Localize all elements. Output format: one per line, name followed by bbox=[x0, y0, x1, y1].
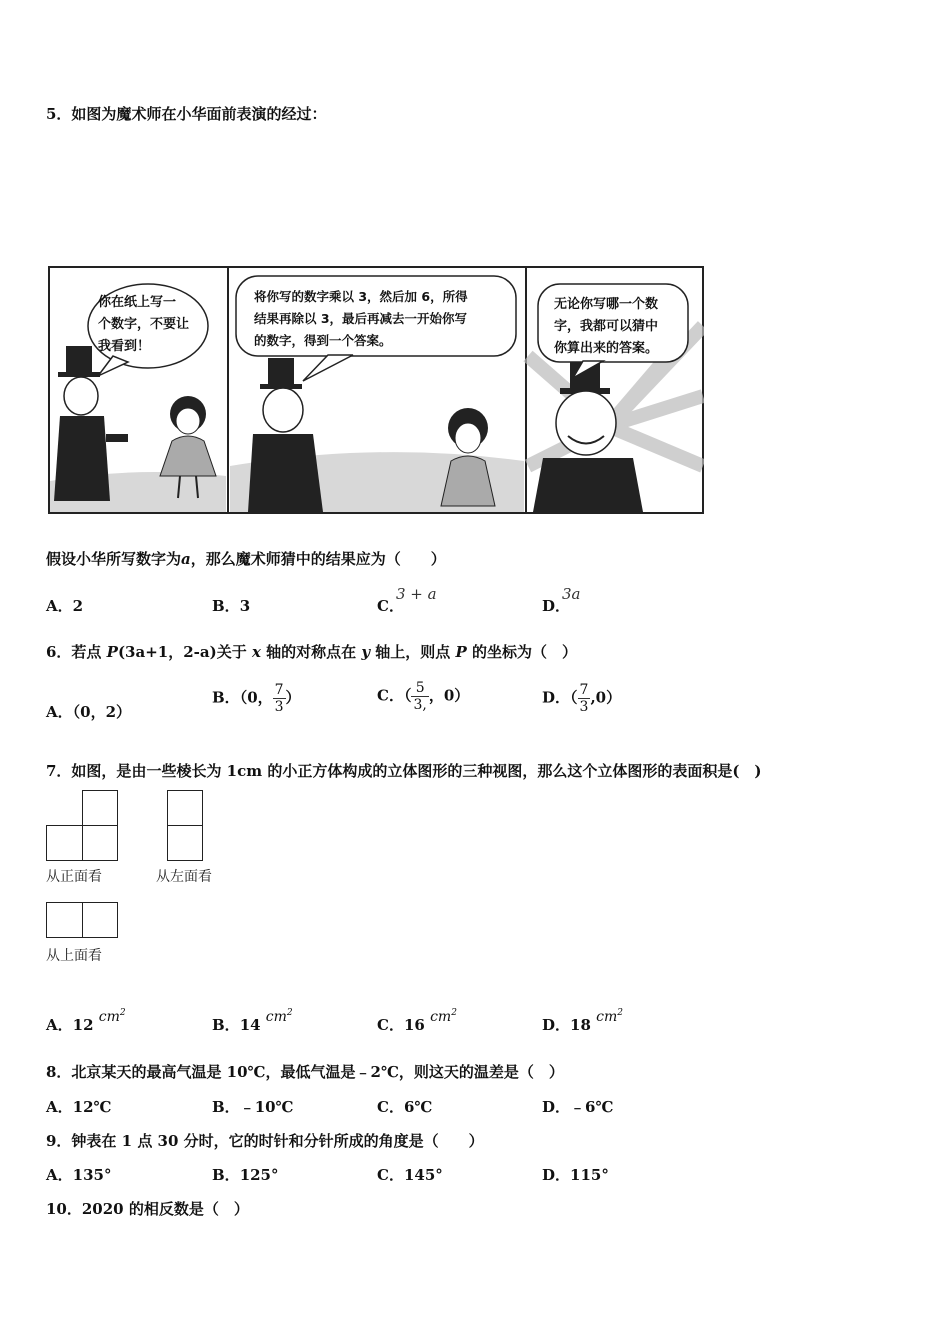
front-view-cell bbox=[82, 825, 118, 861]
q9-option-a[interactable]: A．135° bbox=[46, 1166, 112, 1184]
q7-option-b[interactable]: B．14 $cm^2$ bbox=[212, 1008, 293, 1034]
q6-title: 6．若点 P(3a+1，2-a)关于 x 轴的对称点在 y 轴上，则点 P 的坐标为（ ） bbox=[46, 643, 578, 661]
q9-title: 9．钟表在 1 点 30 分时，它的时针和分针所成的角度是（ ） bbox=[46, 1132, 484, 1150]
q7-option-c[interactable]: C．16 $cm^2$ bbox=[377, 1008, 457, 1034]
top-view bbox=[46, 902, 118, 938]
q6-option-d[interactable]: D．（ $\frac{7}{3}$ ,0） bbox=[542, 682, 622, 715]
top-view-cell bbox=[82, 902, 118, 938]
q8-option-b[interactable]: B．﹣10℃ bbox=[212, 1098, 294, 1116]
q6-option-b[interactable]: B．（0， $\frac{7}{3}$ ） bbox=[212, 682, 301, 715]
q7-option-a[interactable]: A．12 $cm^2$ bbox=[46, 1008, 126, 1034]
panel2-line1: 将你写的数字乘以 3，然后加 6，所得 bbox=[254, 289, 468, 304]
q7-option-d[interactable]: D．18 $cm^2$ bbox=[542, 1008, 623, 1034]
front-view-cell bbox=[82, 790, 118, 826]
q5-stem: 假设小华所写数字为a，那么魔术师猜中的结果应为（ ） bbox=[46, 550, 446, 568]
q5-option-b[interactable]: B．3 bbox=[212, 597, 251, 615]
panel1-line1: 你在纸上写一 bbox=[98, 295, 177, 310]
top-view-label: 从上面看 bbox=[46, 948, 102, 964]
panel2-line3: 的数字，得到一个答案。 bbox=[254, 333, 392, 348]
q9-option-d[interactable]: D．115° bbox=[542, 1166, 609, 1184]
q8-option-a[interactable]: A．12℃ bbox=[46, 1098, 112, 1116]
q6-option-c[interactable]: C．（ $\frac{5}{3,}$ ，0） bbox=[377, 680, 470, 713]
left-view-cell bbox=[167, 825, 203, 861]
panel3-line2: 字，我都可以猜中 bbox=[554, 319, 659, 334]
q6-option-a[interactable]: A．（0，2） bbox=[46, 703, 132, 721]
q8-option-c[interactable]: C．6℃ bbox=[377, 1098, 433, 1116]
panel3-line3: 你算出来的答案。 bbox=[554, 341, 659, 356]
q7-title: 7．如图，是由一些棱长为 1cm 的小正方体构成的立体图形的三种视图，那么这个立体图形的表面积是( ) bbox=[46, 762, 762, 780]
q8-option-d[interactable]: D．﹣6℃ bbox=[542, 1098, 614, 1116]
left-view bbox=[167, 790, 203, 862]
panel3-line1: 无论你写哪一个数 bbox=[554, 297, 659, 312]
q10-title: 10．2020 的相反数是（ ） bbox=[46, 1200, 249, 1218]
q9-option-c[interactable]: C．145° bbox=[377, 1166, 443, 1184]
q5-option-a[interactable]: A．2 bbox=[46, 597, 84, 615]
panel1-line3: 我看到！ bbox=[98, 339, 151, 354]
front-view-cell bbox=[46, 825, 83, 861]
left-view-label: 从左面看 bbox=[156, 869, 212, 885]
front-view-label: 从正面看 bbox=[46, 869, 102, 885]
top-view-cell bbox=[46, 902, 83, 938]
q5-title: 5．如图为魔术师在小华面前表演的经过： bbox=[46, 105, 327, 123]
left-view-cell bbox=[167, 790, 203, 826]
q5-option-c[interactable]: C．3 + a bbox=[377, 585, 437, 615]
var-a: a bbox=[181, 550, 191, 568]
panel2-line2: 结果再除以 3，最后再减去一开始你写 bbox=[254, 311, 468, 326]
q8-title: 8．北京某天的最高气温是 10℃，最低气温是﹣2℃，则这天的温差是（ ） bbox=[46, 1063, 564, 1081]
panel1-line2: 个数字，不要让 bbox=[98, 317, 190, 332]
front-view bbox=[46, 790, 118, 862]
q9-option-b[interactable]: B．125° bbox=[212, 1166, 279, 1184]
magician-comic bbox=[48, 266, 704, 514]
q5-option-d[interactable]: D．3a bbox=[542, 585, 581, 615]
